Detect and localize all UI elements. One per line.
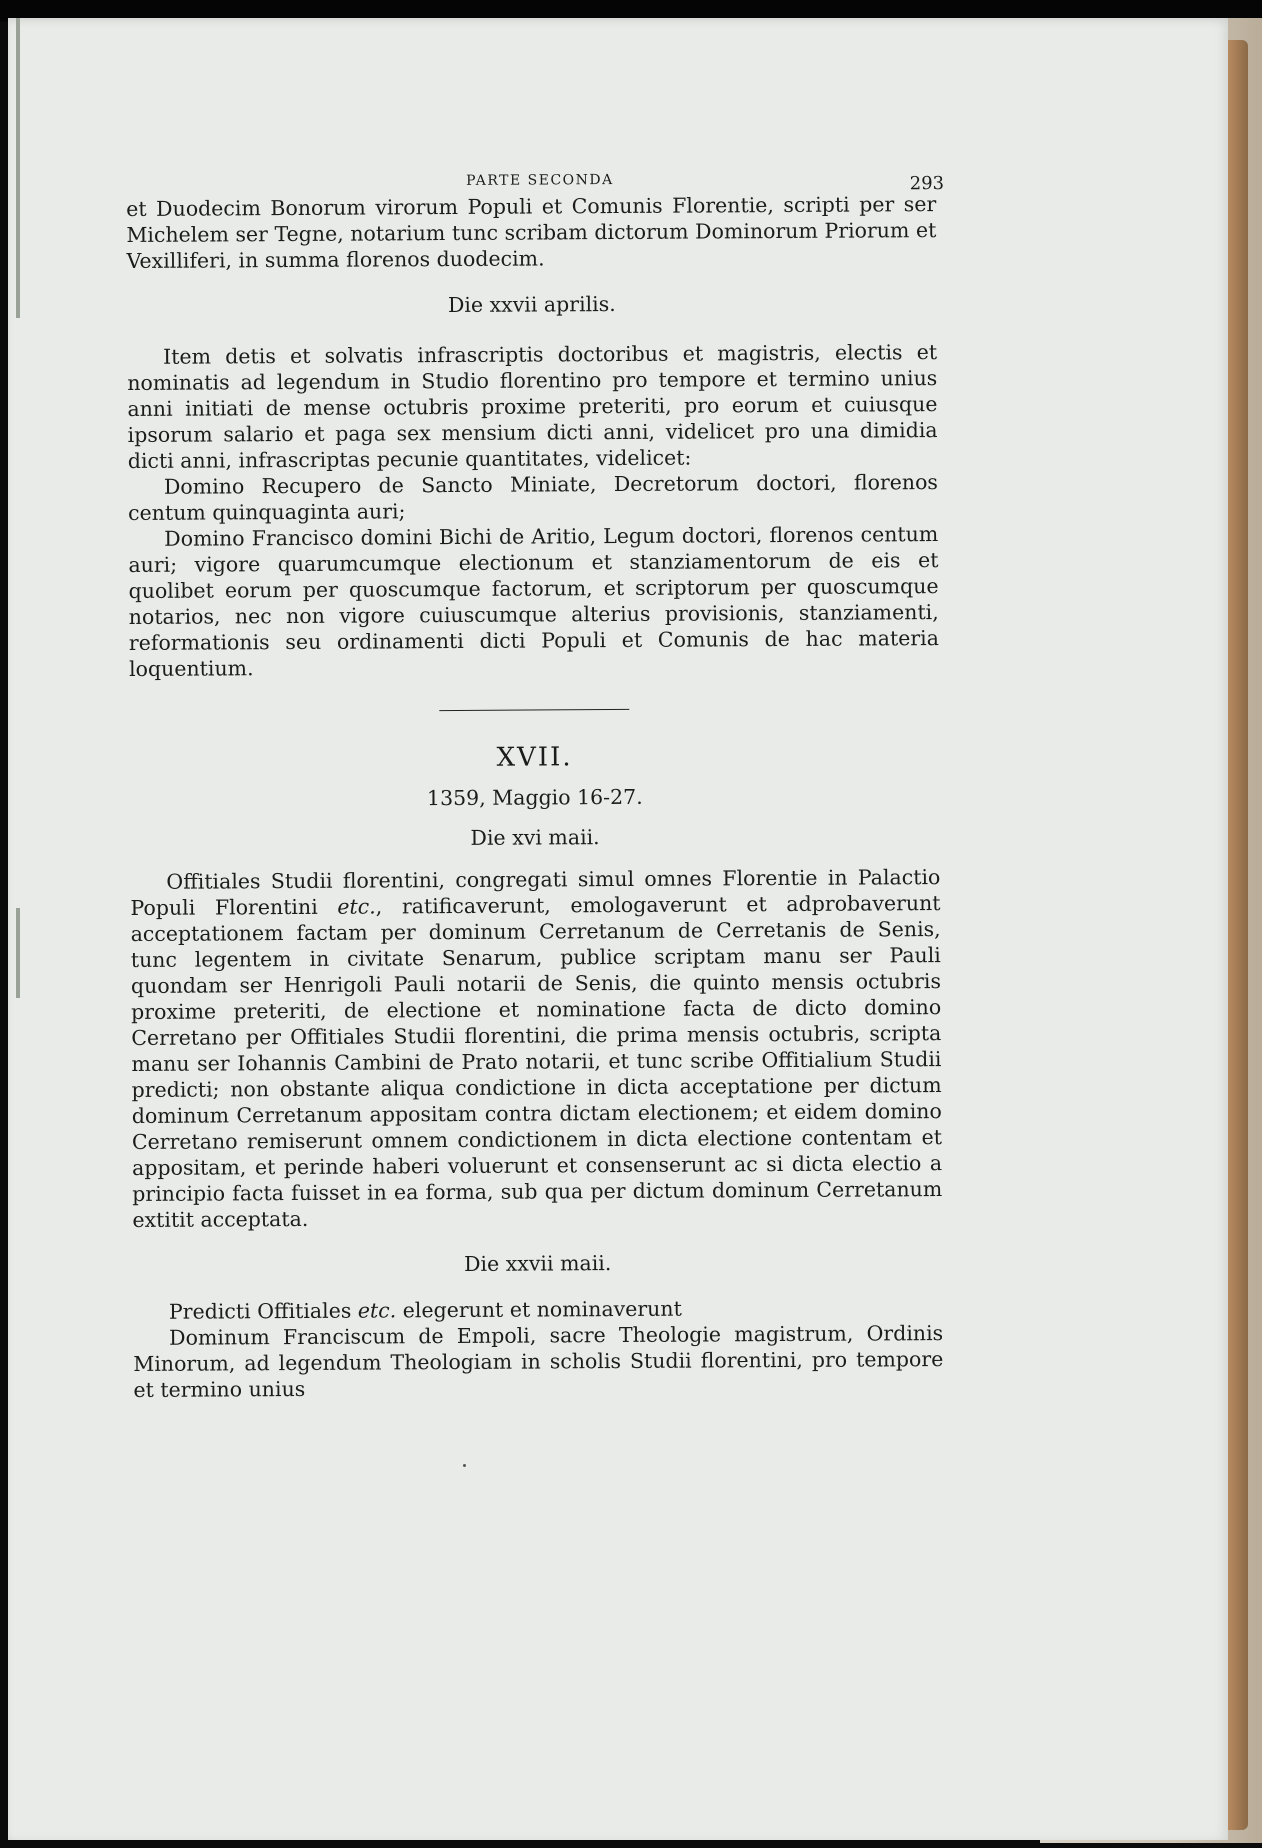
page-number: 293: [909, 173, 945, 195]
running-head: [126, 165, 945, 195]
running-title: PARTE SECONDA: [466, 172, 614, 189]
section-number: XVII.: [496, 742, 573, 773]
paragraph-ratification: [130, 864, 942, 1233]
etc-italic: etc.: [357, 1298, 397, 1323]
page-content: [126, 165, 944, 1403]
text-run: Offitiales Studii florentini, congregati simul omnes Florentie in Palactio Populi Florentini: [130, 865, 941, 920]
paragraph-item-francisco: Domino Francisco domini Bichi de Aritio, Legum doctori, florenos centum auri; vigore quarumcumque electionum et stanziamentorum de eis et quolibet eorum per quoscumque factorum, et scriptorum per quoscumque notarios, nec non vigore cuiuscumque alterius provisionis, stanziamenti, reformationis seu ordinamenti dicti Populi et Comunis de hac materia loquentium.: [128, 522, 939, 681]
text-run: Predicti Offitiales: [168, 1298, 358, 1324]
paragraph-franciscum: Dominum Franciscum de Empoli, sacre Theologie magistrum, Ordinis Minorum, ad legendum Theologiam in scholis Studii florentini, pro tempore et termino unius: [133, 1321, 944, 1402]
section-divider-rule: [439, 709, 629, 711]
date-line-xxvii-maii: Die xxvii maii.: [463, 1251, 612, 1276]
paragraph-payment-order: Item detis et solvatis infrascriptis doctoribus et magistris, electis et nominatis ad legendum in Studio florentino pro tempore et termino unius anni initiati de mense octubris proxime preteriti, pro eorum et cuiusque ipsorum salario et paga sex mensium dicti anni, videlicet pro una dimidia dicti anni, infrascriptas pecunie quantitates, videlicet:: [127, 340, 938, 473]
paragraph-continuation: et Duodecim Bonorum virorum Populi et Comunis Florentie, scripti per ser Michelem ser Tegne, notarium tunc scribam dictorum Dominorum Priorum et Vexilliferi, in summa florenos duodecim.: [126, 192, 937, 273]
date-line-aprilis: Die xxvii aprilis.: [447, 292, 616, 318]
text-run: elegerunt et nominaverunt: [396, 1296, 682, 1323]
etc-italic: etc.: [337, 894, 376, 919]
date-line-xvi-maii: Die xvi maii.: [470, 825, 600, 850]
binding-mark: [16, 18, 20, 318]
ink-speck: [463, 1464, 466, 1467]
section-date-range: 1359, Maggio 16-27.: [426, 784, 643, 811]
paragraph-item-recupero: Domino Recupero de Sancto Miniate, Decretorum doctori, florenos centum quinquaginta auri;: [128, 470, 938, 525]
text-run: , ratificaverunt, emologaverunt et adprobaverunt acceptationem factam per dominum Cerretanum de Cerretanis de Senis, tunc legentem in civitate Senarum, publice scriptam manu ser Pauli quondam ser Henrigoli Pauli notarii de Senis, die quinto mensis octubris proxime preteriti, de electione et nominatione facta de dicto domino Cerretano per Offitiales Studii florentini, die prima mensis octubris, scripta manu ser Iohannis Cambini de Prato notarii, et tunc scribe Offitialium Studii predicti; non obstante aliqua condictione in dicta acceptatione per dictum dominum Cerretanum appositam contra dictam electionem; et eidem domino Cerretano remiserunt omnem condictionem in dicta electione contentam et appositam, et perinde haberi voluerunt et consenserunt ac si dicta electio a principio facta fuisset in ea forma, sub qua per dictum dominum Cerretanum extitit acceptata.: [130, 891, 943, 1232]
binding-mark: [16, 908, 20, 998]
